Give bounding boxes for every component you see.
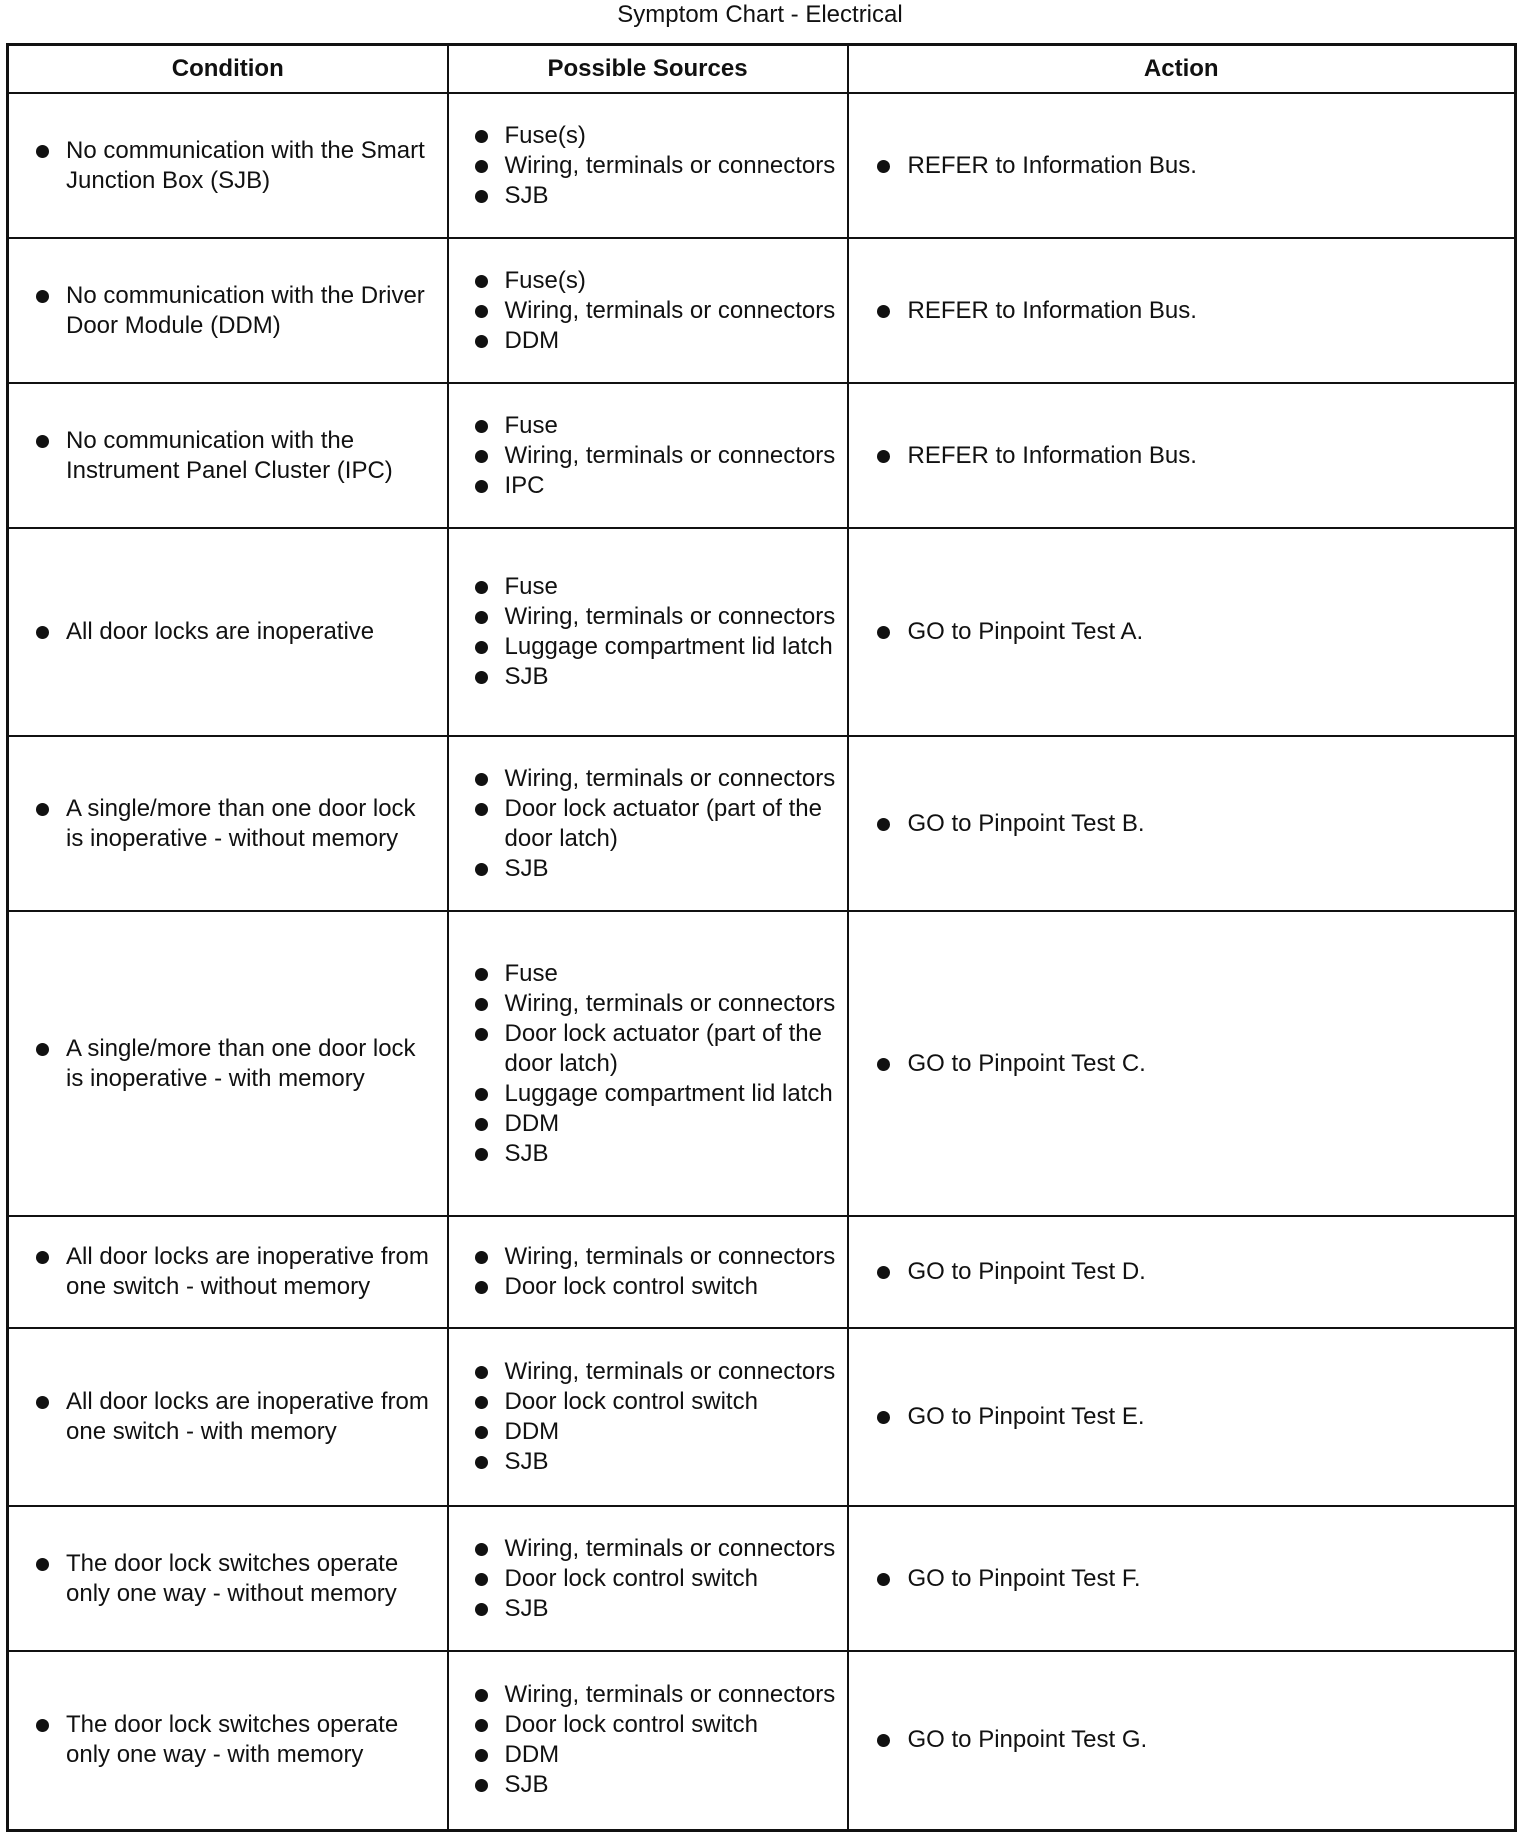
- possible-sources-cell: [448, 736, 848, 911]
- list-item: DDM: [449, 1740, 839, 1770]
- bullet-list: [849, 1719, 1515, 1761]
- table-row: [8, 1506, 1516, 1651]
- bullet-list: [449, 758, 847, 890]
- list-item: DDM: [449, 1109, 839, 1139]
- list-item: A single/more than one door lock is inoperative - without memory: [9, 794, 439, 854]
- list-item: All door locks are inoperative from one switch - with memory: [9, 1387, 439, 1447]
- possible-sources-cell: [448, 1216, 848, 1328]
- bullet-list: [9, 1236, 447, 1308]
- bullet-list: [9, 1543, 447, 1615]
- list-item: GO to Pinpoint Test D.: [849, 1257, 1507, 1287]
- action-cell: [848, 1651, 1516, 1830]
- table-row: [8, 93, 1516, 238]
- bullet-list: [9, 130, 447, 202]
- list-item: Door lock control switch: [449, 1710, 839, 1740]
- bullet-list: [449, 1236, 847, 1308]
- condition-cell: [8, 736, 448, 911]
- list-item: The door lock switches operate only one way - with memory: [9, 1710, 439, 1770]
- bullet-list: [9, 611, 447, 653]
- symptom-chart-table: [6, 43, 1517, 1832]
- list-item: Door lock actuator (part of the door latch): [449, 794, 839, 854]
- bullet-list: [449, 1351, 847, 1483]
- table-row: [8, 528, 1516, 736]
- action-cell: [848, 383, 1516, 528]
- condition-cell: [8, 1216, 448, 1328]
- bullet-list: [449, 260, 847, 362]
- list-item: DDM: [449, 1417, 839, 1447]
- list-item: Fuse: [449, 411, 839, 441]
- list-item: Wiring, terminals or connectors: [449, 1534, 839, 1564]
- list-item: Wiring, terminals or connectors: [449, 1242, 839, 1272]
- list-item: A single/more than one door lock is inoperative - with memory: [9, 1034, 439, 1094]
- list-item: GO to Pinpoint Test A.: [849, 617, 1507, 647]
- list-item: REFER to Information Bus.: [849, 151, 1507, 181]
- list-item: SJB: [449, 1139, 839, 1169]
- bullet-list: [849, 803, 1515, 845]
- bullet-list: [849, 435, 1515, 477]
- list-item: IPC: [449, 471, 839, 501]
- bullet-list: [9, 420, 447, 492]
- bullet-list: [9, 1704, 447, 1776]
- list-item: Door lock actuator (part of the door latch): [449, 1019, 839, 1079]
- action-cell: [848, 736, 1516, 911]
- table-row: [8, 1216, 1516, 1328]
- condition-cell: [8, 383, 448, 528]
- bullet-list: [449, 566, 847, 698]
- condition-cell: [8, 238, 448, 383]
- list-item: No communication with the Instrument Panel Cluster (IPC): [9, 426, 439, 486]
- list-item: Fuse: [449, 572, 839, 602]
- list-item: Wiring, terminals or connectors: [449, 602, 839, 632]
- bullet-list: [849, 1043, 1515, 1085]
- list-item: Wiring, terminals or connectors: [449, 1680, 839, 1710]
- list-item: Luggage compartment lid latch: [449, 632, 839, 662]
- list-item: No communication with the Smart Junction Box (SJB): [9, 136, 439, 196]
- table-body: [8, 93, 1516, 1830]
- bullet-list: [449, 1528, 847, 1630]
- list-item: SJB: [449, 1770, 839, 1800]
- list-item: Wiring, terminals or connectors: [449, 296, 839, 326]
- bullet-list: [9, 788, 447, 860]
- action-cell: [848, 1328, 1516, 1506]
- bullet-list: [849, 1251, 1515, 1293]
- header-possible-sources: Possible Sources: [448, 45, 848, 94]
- list-item: DDM: [449, 326, 839, 356]
- list-item: Wiring, terminals or connectors: [449, 764, 839, 794]
- condition-cell: [8, 1506, 448, 1651]
- bullet-list: [449, 115, 847, 217]
- header-action: Action: [848, 45, 1516, 94]
- header-row: [8, 45, 1516, 94]
- list-item: GO to Pinpoint Test E.: [849, 1402, 1507, 1432]
- list-item: GO to Pinpoint Test G.: [849, 1725, 1507, 1755]
- condition-cell: [8, 1651, 448, 1830]
- bullet-list: [849, 290, 1515, 332]
- table-row: [8, 1651, 1516, 1830]
- action-cell: [848, 1216, 1516, 1328]
- list-item: Door lock control switch: [449, 1387, 839, 1417]
- possible-sources-cell: [448, 93, 848, 238]
- list-item: The door lock switches operate only one way - without memory: [9, 1549, 439, 1609]
- list-item: Door lock control switch: [449, 1272, 839, 1302]
- list-item: REFER to Information Bus.: [849, 441, 1507, 471]
- bullet-list: [9, 1381, 447, 1453]
- action-cell: [848, 238, 1516, 383]
- list-item: Door lock control switch: [449, 1564, 839, 1594]
- action-cell: [848, 93, 1516, 238]
- list-item: All door locks are inoperative: [9, 617, 439, 647]
- possible-sources-cell: [448, 238, 848, 383]
- bullet-list: [9, 1028, 447, 1100]
- bullet-list: [9, 275, 447, 347]
- bullet-list: [449, 1674, 847, 1806]
- action-cell: [848, 911, 1516, 1216]
- list-item: SJB: [449, 181, 839, 211]
- possible-sources-cell: [448, 911, 848, 1216]
- list-item: Fuse: [449, 959, 839, 989]
- bullet-list: [449, 405, 847, 507]
- list-item: Wiring, terminals or connectors: [449, 1357, 839, 1387]
- bullet-list: [849, 1558, 1515, 1600]
- list-item: SJB: [449, 854, 839, 884]
- list-item: SJB: [449, 1594, 839, 1624]
- chart-title: Symptom Chart - Electrical: [617, 1, 903, 28]
- bullet-list: [849, 145, 1515, 187]
- action-cell: [848, 1506, 1516, 1651]
- list-item: GO to Pinpoint Test B.: [849, 809, 1507, 839]
- header-condition: Condition: [8, 45, 448, 94]
- list-item: Fuse(s): [449, 121, 839, 151]
- possible-sources-cell: [448, 1328, 848, 1506]
- possible-sources-cell: [448, 383, 848, 528]
- list-item: REFER to Information Bus.: [849, 296, 1507, 326]
- table-row: [8, 1328, 1516, 1506]
- condition-cell: [8, 93, 448, 238]
- list-item: GO to Pinpoint Test F.: [849, 1564, 1507, 1594]
- possible-sources-cell: [448, 1506, 848, 1651]
- table-row: [8, 383, 1516, 528]
- list-item: No communication with the Driver Door Module (DDM): [9, 281, 439, 341]
- table-row: [8, 238, 1516, 383]
- list-item: Fuse(s): [449, 266, 839, 296]
- list-item: Luggage compartment lid latch: [449, 1079, 839, 1109]
- condition-cell: [8, 911, 448, 1216]
- condition-cell: [8, 528, 448, 736]
- bullet-list: [449, 953, 847, 1175]
- list-item: Wiring, terminals or connectors: [449, 151, 839, 181]
- bullet-list: [849, 611, 1515, 653]
- list-item: SJB: [449, 1447, 839, 1477]
- list-item: Wiring, terminals or connectors: [449, 441, 839, 471]
- condition-cell: [8, 1328, 448, 1506]
- list-item: All door locks are inoperative from one switch - without memory: [9, 1242, 439, 1302]
- table-row: [8, 911, 1516, 1216]
- bullet-list: [849, 1396, 1515, 1438]
- list-item: GO to Pinpoint Test C.: [849, 1049, 1507, 1079]
- possible-sources-cell: [448, 1651, 848, 1830]
- list-item: Wiring, terminals or connectors: [449, 989, 839, 1019]
- possible-sources-cell: [448, 528, 848, 736]
- action-cell: [848, 528, 1516, 736]
- table-row: [8, 736, 1516, 911]
- list-item: SJB: [449, 662, 839, 692]
